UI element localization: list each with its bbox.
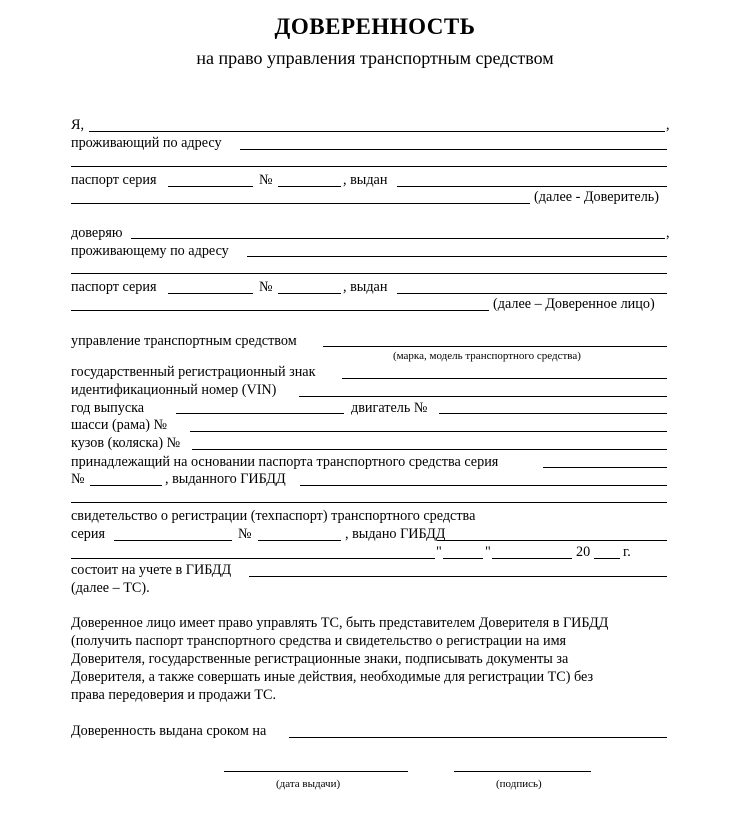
certificate-series-label: серия bbox=[71, 526, 105, 542]
vehicle-pts-issued-by-field-2[interactable] bbox=[71, 502, 667, 503]
attorney-comma: , bbox=[666, 225, 670, 241]
certificate-number-field[interactable] bbox=[258, 540, 341, 541]
certificate-registered-field[interactable] bbox=[249, 576, 667, 577]
rights-line-1: Доверенное лицо имеет право управлять ТС, быть представителем Доверителя в ГИБДД bbox=[71, 615, 609, 631]
vehicle-chassis-label: шасси (рама) № bbox=[71, 417, 168, 433]
attorney-name-field[interactable] bbox=[131, 238, 665, 239]
signature-hint: (подпись) bbox=[496, 778, 542, 790]
vehicle-reg-plate-label: государственный регистрационный знак bbox=[71, 364, 316, 380]
vehicle-year-label: год выпуска bbox=[71, 400, 145, 416]
certificate-series-field[interactable] bbox=[114, 540, 232, 541]
certificate-year-prefix: 20 bbox=[576, 544, 591, 560]
principal-address-field[interactable] bbox=[240, 149, 667, 150]
principal-comma: , bbox=[666, 117, 670, 133]
rights-line-2: (получить паспорт транспортного средства и свидетельство о регистрации на имя bbox=[71, 633, 567, 649]
certificate-issued-gibdd-label: , выдано ГИБДД bbox=[345, 526, 446, 542]
rights-line-4: Доверителя, а также совершать иные действия, необходимые для регистрации ТС) без bbox=[71, 669, 594, 685]
vehicle-pts-number-field[interactable] bbox=[90, 485, 162, 486]
vehicle-year-field[interactable] bbox=[176, 413, 344, 414]
attorney-issued-label: , выдан bbox=[343, 279, 388, 295]
term-field[interactable] bbox=[289, 737, 667, 738]
principal-issued-by-field-2[interactable] bbox=[71, 203, 530, 204]
rights-line-5: права передоверия и продажи ТС. bbox=[71, 687, 277, 703]
certificate-month-field[interactable] bbox=[492, 558, 572, 559]
vehicle-reg-plate-field[interactable] bbox=[342, 378, 667, 379]
certificate-label: свидетельство о регистрации (техпаспорт) транспортного средства bbox=[71, 508, 476, 524]
attorney-issued-by-field-2[interactable] bbox=[71, 310, 489, 311]
vehicle-pts-number-sign: № bbox=[71, 471, 85, 487]
certificate-issued-by-field-2[interactable] bbox=[71, 558, 435, 559]
certificate-issued-by-field[interactable] bbox=[437, 540, 667, 541]
certificate-quote-open: " bbox=[436, 544, 442, 560]
certificate-quote-close: " bbox=[485, 544, 491, 560]
attorney-trust-label: доверяю bbox=[71, 225, 123, 241]
vehicle-owned-label: принадлежащий на основании паспорта транспортного средства серия bbox=[71, 454, 499, 470]
principal-name-field[interactable] bbox=[89, 131, 665, 132]
attorney-address-label: проживающему по адресу bbox=[71, 243, 229, 259]
vehicle-make-model-hint: (марка, модель транспортного средства) bbox=[393, 350, 581, 362]
document-title: ДОВЕРЕННОСТЬ bbox=[274, 14, 476, 39]
principal-address-label: проживающий по адресу bbox=[71, 135, 222, 151]
attorney-address-field[interactable] bbox=[247, 256, 667, 257]
principal-passport-series-label: паспорт серия bbox=[71, 172, 157, 188]
vehicle-vin-label: идентификационный номер (VIN) bbox=[71, 382, 277, 398]
principal-passport-number-field[interactable] bbox=[278, 186, 341, 187]
rights-line-3: Доверителя, государственные регистрационные знаки, подписывать документы за bbox=[71, 651, 569, 667]
certificate-registered-label: состоит на учете в ГИБДД bbox=[71, 562, 232, 578]
certificate-year-field[interactable] bbox=[594, 558, 620, 559]
principal-hereinafter: (далее - Доверитель) bbox=[534, 189, 659, 205]
vehicle-pts-issued-by-field[interactable] bbox=[300, 485, 667, 486]
document-subtitle: на право управления транспортным средством bbox=[196, 48, 554, 68]
issue-date-field[interactable] bbox=[224, 771, 408, 772]
vehicle-chassis-field[interactable] bbox=[190, 431, 667, 432]
vehicle-body-field[interactable] bbox=[192, 449, 667, 450]
attorney-passport-series-label: паспорт серия bbox=[71, 279, 157, 295]
certificate-number-sign: № bbox=[238, 526, 252, 542]
attorney-address-field-2[interactable] bbox=[71, 273, 667, 274]
attorney-hereinafter: (далее – Доверенное лицо) bbox=[493, 296, 655, 312]
principal-issued-by-field[interactable] bbox=[397, 186, 667, 187]
principal-i-label: Я, bbox=[71, 117, 85, 133]
principal-number-sign: № bbox=[259, 172, 273, 188]
term-label: Доверенность выдана сроком на bbox=[71, 723, 267, 739]
certificate-day-field[interactable] bbox=[443, 558, 483, 559]
vehicle-vin-field[interactable] bbox=[299, 396, 667, 397]
vehicle-pts-series-field[interactable] bbox=[543, 467, 667, 468]
principal-address-field-2[interactable] bbox=[71, 166, 667, 167]
attorney-passport-series-field[interactable] bbox=[168, 293, 253, 294]
attorney-number-sign: № bbox=[259, 279, 273, 295]
principal-passport-series-field[interactable] bbox=[168, 186, 253, 187]
signature-field[interactable] bbox=[454, 771, 591, 772]
attorney-passport-number-field[interactable] bbox=[278, 293, 341, 294]
attorney-issued-by-field[interactable] bbox=[397, 293, 667, 294]
issue-date-hint: (дата выдачи) bbox=[276, 778, 341, 790]
vehicle-engine-field[interactable] bbox=[439, 413, 667, 414]
vehicle-control-label: управление транспортным средством bbox=[71, 333, 297, 349]
vehicle-make-model-field[interactable] bbox=[323, 346, 667, 347]
vehicle-issued-gibdd-label: , выданного ГИБДД bbox=[165, 471, 286, 487]
principal-issued-label: , выдан bbox=[343, 172, 388, 188]
certificate-hereinafter: (далее – ТС). bbox=[71, 580, 150, 596]
vehicle-body-label: кузов (коляска) № bbox=[71, 435, 181, 451]
vehicle-engine-label: двигатель № bbox=[351, 400, 428, 416]
certificate-year-suffix: г. bbox=[623, 544, 631, 560]
